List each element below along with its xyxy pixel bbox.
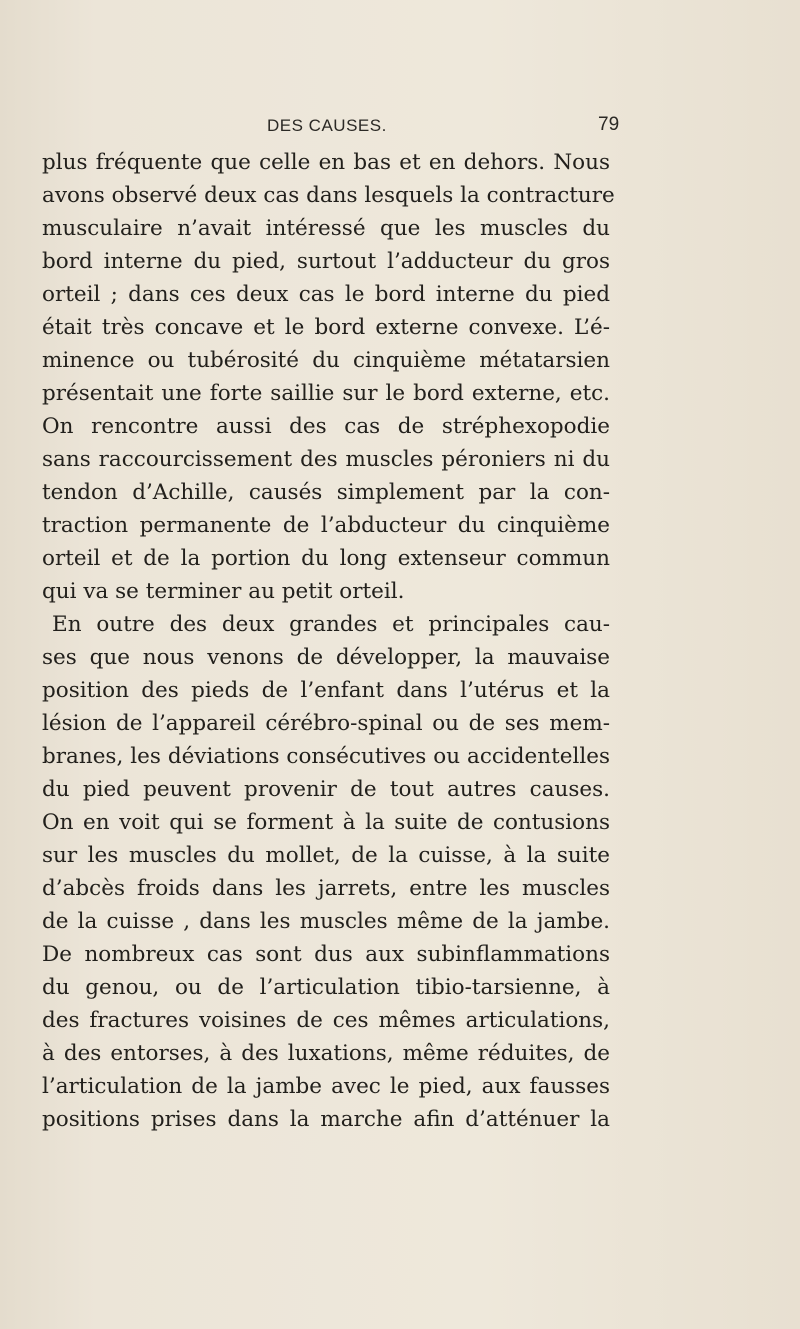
text-line: présentait une forte saillie sur le bord externe, etc. [42,381,610,406]
text-line: du genou, ou de l’articulation tibio-tarsienne, à [42,975,610,1000]
text-line: d’abcès froids dans les jarrets, entre les muscles [42,876,610,901]
text-line: bord interne du pied, surtout l’adducteur du gros [42,249,610,274]
text-line: qui va se terminer au petit orteil. [42,579,405,604]
text-line: On en voit qui se forment à la suite de contusions [42,810,610,835]
text-line: de la cuisse , dans les muscles même de la jambe. [42,909,610,934]
body-text [42,146,615,1136]
text-line: De nombreux cas sont dus aux subinflammations [42,942,610,967]
running-title: DES CAUSES. [267,116,387,135]
text-line: sur les muscles du mollet, de la cuisse, à la suite [42,843,610,868]
text-line: traction permanente de l’abducteur du cinquième [42,513,610,538]
running-head [0,116,800,140]
text-line: ses que nous venons de développer, la mauvaise [42,645,610,670]
text-line: à des entorses, à des luxations, même réduites, de [42,1041,610,1066]
text-line: tendon d’Achille, causés simplement par la con- [42,480,610,505]
text-line: branes, les déviations consécutives ou accidentelles [42,744,610,769]
text-line: plus fréquente que celle en bas et en dehors. Nous [42,150,610,175]
text-line: était très concave et le bord externe convexe. L’é- [42,315,610,340]
text-line: orteil ; dans ces deux cas le bord interne du pied [42,282,610,307]
text-line: avons observé deux cas dans lesquels la contracture [42,183,615,208]
text-line: musculaire n’avait intéressé que les muscles du [42,216,610,241]
text-line: des fractures voisines de ces mêmes articulations, [42,1008,610,1033]
text-line: On rencontre aussi des cas de stréphexopodie [42,414,610,439]
text-line: l’articulation de la jambe avec le pied, aux fausses [42,1074,610,1099]
text-line: En outre des deux grandes et principales cau- [52,612,610,637]
text-line: du pied peuvent provenir de tout autres causes. [42,777,610,802]
text-line: lésion de l’appareil cérébro-spinal ou de ses mem- [42,711,610,736]
text-line: sans raccourcissement des muscles péroniers ni du [42,447,610,472]
page-number: 79 [598,114,620,135]
text-line: orteil et de la portion du long extenseur commun [42,546,610,571]
text-line: minence ou tubérosité du cinquième métatarsien [42,348,610,373]
text-line: positions prises dans la marche afin d’atténuer la [42,1107,610,1132]
text-line: position des pieds de l’enfant dans l’utérus et la [42,678,610,703]
